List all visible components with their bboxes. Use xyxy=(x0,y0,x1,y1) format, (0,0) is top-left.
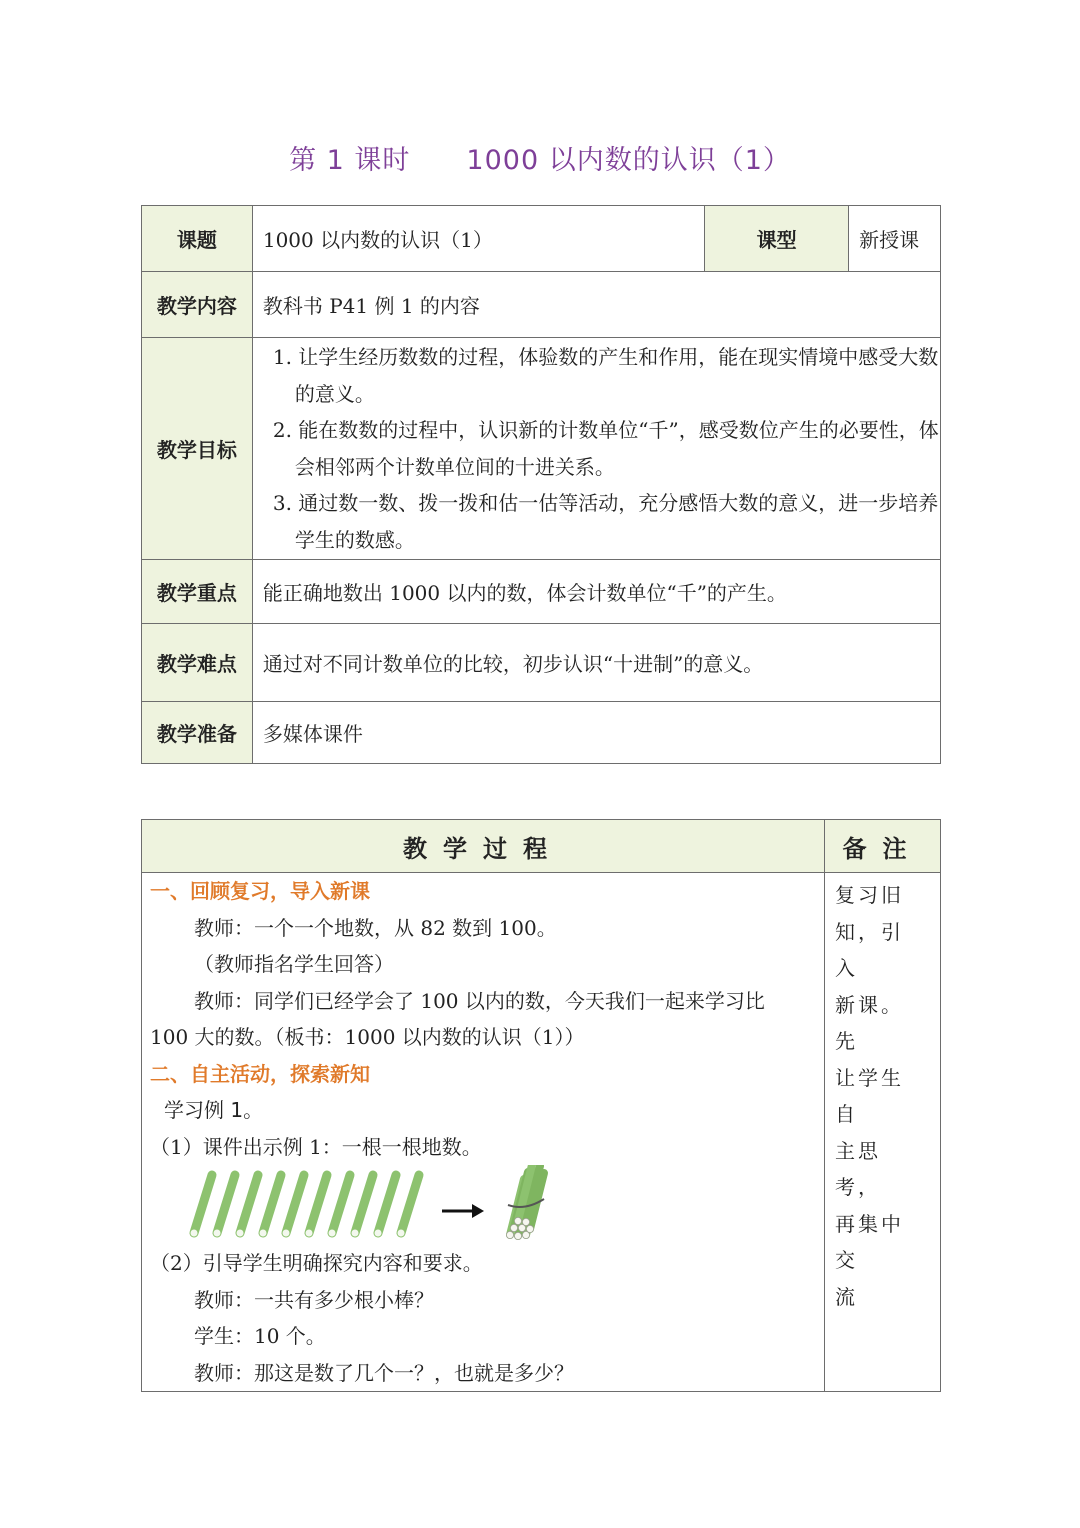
goal-item: 3. 通过数一数、拨一拨和估一估等活动，充分感悟大数的意义，进一步培养学生的数感。 xyxy=(272,491,939,552)
process-line: 教师：一个一个地数，从 82 数到 100。 xyxy=(194,915,557,940)
topic-label: 课题 xyxy=(142,206,253,272)
topic-value: 1000 以内数的认识（1） xyxy=(252,206,704,272)
note-line: 新课。先 xyxy=(835,992,905,1053)
note-header: 备注 xyxy=(825,820,941,873)
lesson-info-table xyxy=(141,205,941,764)
difficulty-value: 通过对不同计数单位的比较，初步认识“十进制”的意义。 xyxy=(252,624,940,702)
sticks-figure xyxy=(150,1165,570,1245)
stick xyxy=(401,1175,419,1233)
prep-value: 多媒体课件 xyxy=(252,702,940,764)
bundle-stick-end xyxy=(514,1217,521,1224)
process-line: （教师指名学生回答） xyxy=(194,952,394,976)
stick-end xyxy=(191,1230,198,1237)
note-content xyxy=(825,873,941,1392)
goal-item: 2. 能在数数的过程中，认识新的计数单位“千”，感受数位产生的必要性，体会相邻两个计数单位间的十进关系。 xyxy=(272,418,939,479)
type-value: 新授课 xyxy=(849,206,941,272)
page-title xyxy=(0,138,1080,177)
loose-sticks xyxy=(191,1175,420,1237)
stick xyxy=(263,1175,281,1233)
stick-end xyxy=(306,1230,313,1237)
key-value: 能正确地数出 1000 以内的数，体会计数单位“千”的产生。 xyxy=(252,560,940,624)
arrow-icon xyxy=(442,1204,484,1218)
stick-bundle-icon xyxy=(506,1165,544,1240)
process-content xyxy=(142,873,825,1392)
stick xyxy=(355,1175,373,1233)
stick-end xyxy=(375,1230,382,1237)
stick xyxy=(309,1175,327,1233)
stick-end xyxy=(329,1230,336,1237)
content-label: 教学内容 xyxy=(142,272,253,338)
note-line: 复习旧 xyxy=(835,883,905,907)
process-line: 学习例 1。 xyxy=(164,1098,264,1122)
bundle-stick-end xyxy=(522,1218,529,1225)
stick xyxy=(332,1175,350,1233)
note-line: 让学生自 xyxy=(835,1065,905,1126)
note-line: 再集中交 xyxy=(835,1211,905,1272)
type-label: 课型 xyxy=(705,206,849,272)
goals-label: 教学目标 xyxy=(142,338,253,560)
section-heading: 一、回顾复习，导入新课 xyxy=(150,879,370,903)
stick xyxy=(240,1175,258,1233)
sticks-illustration xyxy=(150,1165,816,1245)
stick-end xyxy=(260,1230,267,1237)
stick xyxy=(286,1175,304,1233)
stick-end xyxy=(283,1230,290,1237)
stick xyxy=(194,1175,212,1233)
note-line: 知，引入 xyxy=(835,919,905,980)
process-line: （1）课件出示例 1：一根一根地数。 xyxy=(150,1134,482,1159)
goals-list xyxy=(252,338,940,560)
process-table xyxy=(141,819,941,1392)
content-value: 教科书 P41 例 1 的内容 xyxy=(252,272,940,338)
stick-end xyxy=(214,1230,221,1237)
process-line: 学生：10 个。 xyxy=(194,1324,326,1348)
bundle-stick-end xyxy=(510,1224,517,1231)
key-label: 教学重点 xyxy=(142,560,253,624)
section-heading: 二、自主活动，探索新知 xyxy=(150,1061,370,1086)
prep-label: 教学准备 xyxy=(142,702,253,764)
difficulty-label: 教学难点 xyxy=(142,624,253,702)
process-line: 100 大的数。（板书：1000 以内数的认识（1）） xyxy=(150,1025,585,1049)
goal-item: 1. 让学生经历数数的过程，体验数的产生和作用，能在现实情境中感受大数的意义。 xyxy=(272,345,939,406)
bundle-stick-end xyxy=(506,1231,513,1238)
process-line: 教师：同学们已经学会了 100 以内的数，今天我们一起来学习比 xyxy=(194,988,765,1013)
process-line: 教师：那这是数了几个一？，也就是多少？ xyxy=(194,1360,574,1385)
stick-end xyxy=(398,1230,405,1237)
stick xyxy=(217,1175,235,1233)
process-line: （2）引导学生明确探究内容和要求。 xyxy=(150,1251,483,1275)
lesson-topic: 1000 以内数的认识（1） xyxy=(466,145,791,176)
process-header: 教学过程 xyxy=(142,820,825,873)
stick xyxy=(378,1175,396,1233)
stick-end xyxy=(237,1230,244,1237)
stick-end xyxy=(352,1230,359,1237)
bundle-stick-end xyxy=(514,1232,521,1239)
note-line: 主思考， xyxy=(835,1138,882,1199)
bundle-stick-end xyxy=(526,1225,533,1232)
process-line: 教师：一共有多少根小棒？ xyxy=(194,1287,434,1312)
note-line: 流 xyxy=(835,1284,859,1309)
lesson-number: 第 1 课时 xyxy=(289,145,411,176)
